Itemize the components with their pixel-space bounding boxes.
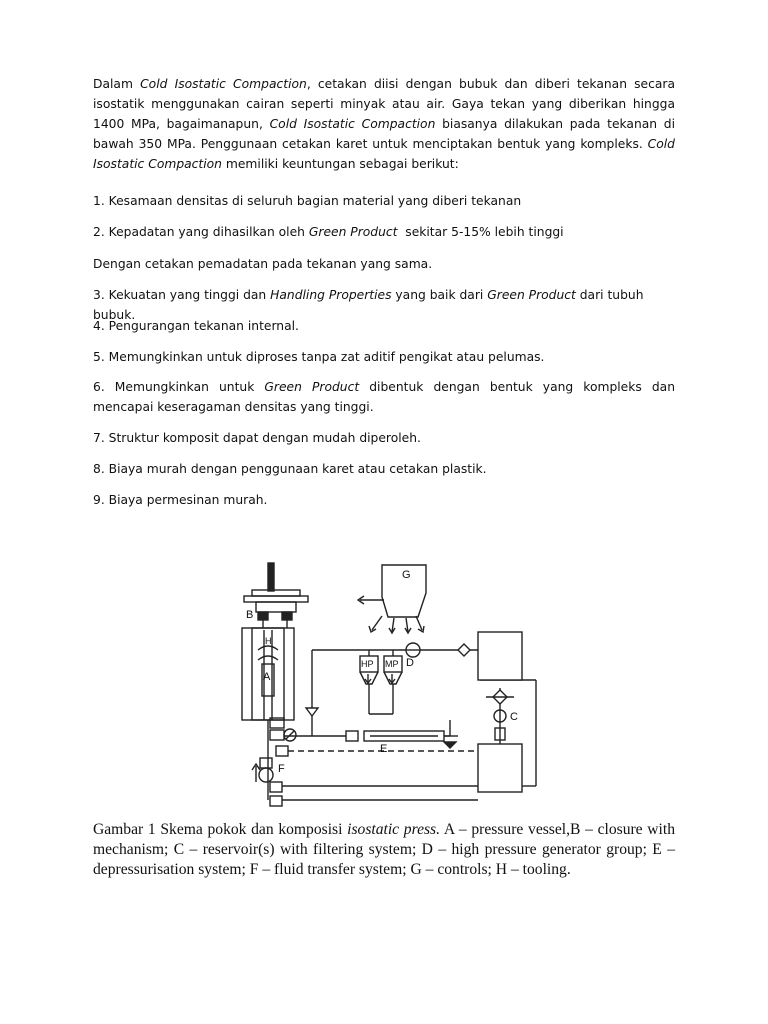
list-item-4: 4. Pengurangan tekanan internal. xyxy=(93,319,299,333)
label-c: C xyxy=(510,711,518,723)
intro-text-3: biasanya dilakukan pada tekanan di bawah 350 MPa. Penggunaan cetakan karet untuk menciptakan bentuk yang kompleks. xyxy=(93,117,676,151)
caption-text-1: Gambar 1 Skema pokok dan komposisi xyxy=(93,821,348,838)
controls-unit xyxy=(358,565,426,633)
label-e: E xyxy=(380,743,388,755)
intro-term-1: Cold Isostatic Compaction xyxy=(140,77,307,91)
list-item-3-term-1: Handling Properties xyxy=(270,288,392,302)
list-item-6 xyxy=(93,377,675,417)
label-g: G xyxy=(402,569,411,581)
intro-text-2: , cetakan diisi dengan bubuk dan diberi tekanan secara isostatik menggunakan cairan seperti minyak atau air. Gaya tekan yang diberikan hingga 1400 MPa, bagaimanapun, xyxy=(93,77,675,131)
high-pressure-generator xyxy=(360,643,470,714)
list-item-5: 5. Memungkinkan untuk diproses tanpa zat aditif pengikat atau pelumas. xyxy=(93,350,545,364)
list-item-8: 8. Biaya murah dengan penggunaan karet atau cetakan plastik. xyxy=(93,462,487,476)
label-b: B xyxy=(246,609,254,621)
list-item-1: 1. Kesamaan densitas di seluruh bagian material yang diberi tekanan xyxy=(93,194,522,208)
caption-text-2: A – pressure vessel,B – closure with mechanism; C – reservoir(s) with filtering system; D – high pressure generator group; E – depressurisation system; F – fluid transfer system; G – controls; H – tooling. xyxy=(93,821,675,878)
list-item-2-term: Green Product xyxy=(308,225,398,239)
list-item-2-text: 2. Kepadatan yang dihasilkan oleh xyxy=(93,225,309,239)
relief-valve-icon xyxy=(306,708,318,716)
list-item-9: 9. Biaya permesinan murah. xyxy=(93,493,268,507)
label-f: F xyxy=(278,763,285,775)
list-item-3-mid: yang baik dari xyxy=(391,288,488,302)
closure-mechanism xyxy=(244,563,308,628)
label-mp: MP xyxy=(385,659,399,669)
list-item-6-suffix: dibentuk dengan bentuk yang kompleks dan mencapai keseragaman densitas yang tinggi. xyxy=(93,380,675,414)
list-item-2-suffix: sekitar 5-15% lebih tinggi xyxy=(397,225,564,239)
depressurisation-system xyxy=(346,731,458,748)
intro-term-3: Cold Isostatic Compaction xyxy=(93,137,675,171)
figure-caption xyxy=(93,820,675,880)
intro-paragraph xyxy=(93,74,675,174)
label-d: D xyxy=(406,657,414,669)
intro-text-1: Dalam xyxy=(93,77,141,91)
list-item-6-term: Green Product xyxy=(264,380,360,394)
list-item-2-continuation: Dengan cetakan pemadatan pada tekanan yang sama. xyxy=(93,257,433,271)
label-h: H xyxy=(265,636,272,646)
fluid-transfer-system xyxy=(252,718,296,806)
caption-term: isostatic press. xyxy=(347,821,441,838)
intro-term-2: Cold Isostatic Compaction xyxy=(269,117,436,131)
isostatic-press-diagram xyxy=(228,560,540,810)
intro-text-4: memiliki keuntungan sebagai berikut: xyxy=(221,157,459,171)
list-item-3-term-2: Green Product xyxy=(487,288,576,302)
list-item-6-text: 6. Memungkinkan untuk xyxy=(93,380,265,394)
list-item-3-suffix: dari tubuh bubuk. xyxy=(93,288,644,322)
list-item-2 xyxy=(93,222,675,242)
list-item-7: 7. Struktur komposit dapat dengan mudah diperoleh. xyxy=(93,431,421,445)
label-a: A xyxy=(263,671,271,683)
label-hp: HP xyxy=(361,659,374,669)
list-item-3-text: 3. Kekuatan yang tinggi dan xyxy=(93,288,271,302)
